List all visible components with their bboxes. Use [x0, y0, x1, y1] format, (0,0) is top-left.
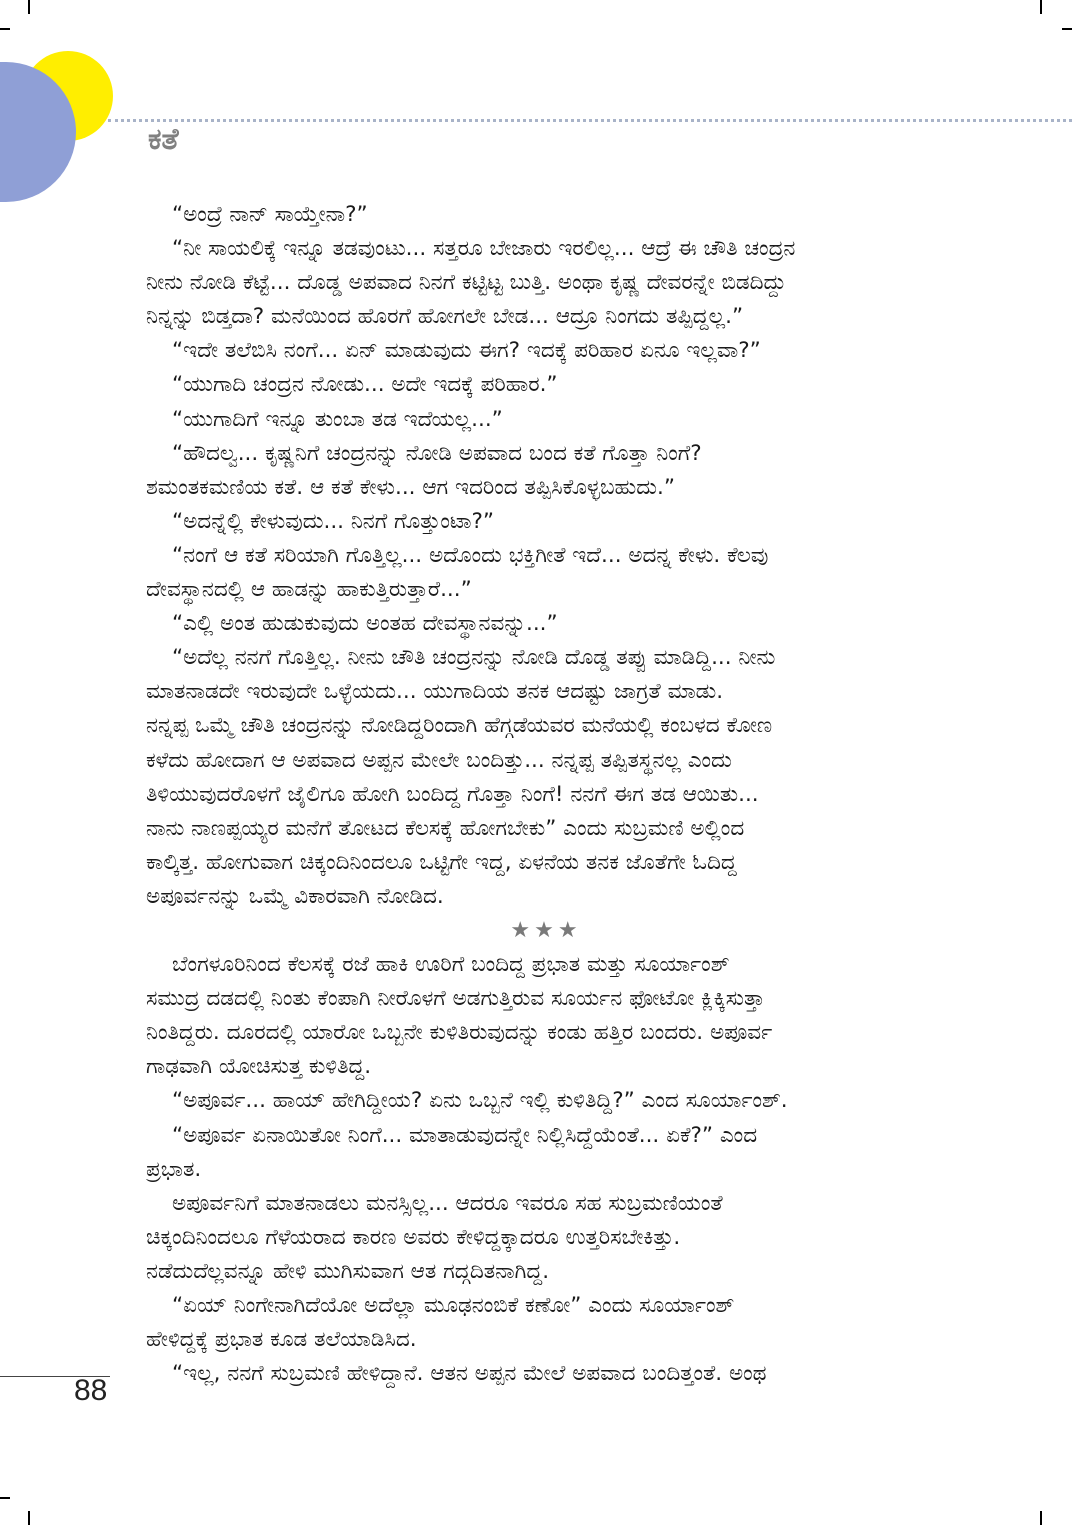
text-line: ನಿಂತಿದ್ದರು. ದೂರದಲ್ಲಿ ಯಾರೋ ಒಬ್ಬನೇ ಕುಳಿತಿರುವುದನ್ನು ಕಂಡು ಹತ್ತಿರ ಬಂದರು. ಅಪೂರ್ವ — [146, 1020, 773, 1046]
text-line: “ಅಪೂರ್ವ ಏನಾಯಿತೋ ನಿಂಗೆ... ಮಾತಾಡುವುದನ್ನೇ ನಿಲ್ಲಿಸಿದ್ದೆಯೆಂತೆ... ಏಕೆ?” ಎಂದ — [172, 1122, 758, 1148]
corner-decoration — [0, 0, 130, 220]
text-line: ನಡೆದುದೆಲ್ಲವನ್ನೂ ಹೇಳಿ ಮುಗಿಸುವಾಗ ಆತ ಗದ್ಗದಿತನಾಗಿದ್ದ. — [146, 1258, 550, 1284]
text-line: “ಏಯ್ ನಿಂಗೇನಾಗಿದೆಯೋ ಅದೆಲ್ಲಾ ಮೂಢನಂಬಿಕೆ ಕಣೋ” ಎಂದು ಸೂರ್ಯಾಂಶ್ — [172, 1293, 735, 1318]
crop-mark-bottom-right — [1040, 1511, 1042, 1525]
header-dotted-rule — [108, 119, 1072, 122]
story-body — [146, 198, 946, 1391]
text-line: ನನ್ನಪ್ಪ ಒಮ್ಮೆ ಚೌತಿ ಚಂದ್ರನನ್ನು ನೋಡಿದ್ದರಿಂದಾಗಿ ಹೆಗ್ಗಡೆಯವರ ಮನೆಯಲ್ಲಿ ಕಂಬಳದ ಕೋಣ — [146, 713, 773, 739]
text-line: ಕಳೆದು ಹೋದಾಗ ಆ ಅಪವಾದ ಅಪ್ಪನ ಮೇಲೇ ಬಂದಿತ್ತು... ನನ್ನಪ್ಪ ತಪ್ಪಿತಸ್ಥನಲ್ಲ ಎಂದು — [146, 747, 732, 773]
section-divider-stars: ★★★ — [510, 917, 582, 943]
text-line: ನಾನು ನಾಣಪ್ಪಯ್ಯರ ಮನೆಗೆ ತೋಟದ ಕೆಲಸಕ್ಕೆ ಹೋಗಬೇಕು” ಎಂದು ಸುಬ್ರಮಣಿ ಅಲ್ಲಿಂದ — [146, 815, 745, 841]
text-line: “ಇಲ್ಲ, ನನಗೆ ಸುಬ್ರಮಣಿ ಹೇಳಿದ್ದಾನೆ. ಆತನ ಅಪ್ಪನ ಮೇಲೆ ಅಪವಾದ ಬಂದಿತ್ತಂತೆ. ಅಂಥ — [172, 1361, 767, 1387]
text-line: ನಿನ್ನನ್ನು ಬಿಡ್ತದಾ? ಮನೆಯಿಂದ ಹೊರಗೆ ಹೋಗಲೇ ಬೇಡ... ಆದ್ರೂ ನಿಂಗದು ತಪ್ಪಿದ್ದಲ್ಲ.” — [146, 304, 744, 330]
text-line: ಪ್ರಭಾತ. — [146, 1156, 202, 1182]
crop-mark-top-right-h — [1062, 28, 1072, 30]
text-line: “ಅದೆಲ್ಲ ನನಗೆ ಗೊತ್ತಿಲ್ಲ. ನೀನು ಚೌತಿ ಚಂದ್ರನನ್ನು ನೋಡಿ ದೊಡ್ಡ ತಪ್ಪು ಮಾಡಿದ್ದಿ... ನೀನು — [172, 645, 776, 671]
text-line: ಮಾತನಾಡದೇ ಇರುವುದೇ ಒಳ್ಳೆಯದು... ಯುಗಾದಿಯ ತನಕ ಆದಷ್ಟು ಜಾಗ್ರತೆ ಮಾಡು. — [146, 679, 724, 705]
text-line: “ಯುಗಾದಿಗೆ ಇನ್ನೂ ತುಂಬಾ ತಡ ಇದೆಯಲ್ಲ...” — [172, 406, 503, 432]
text-line: ಗಾಢವಾಗಿ ಯೋಚಿಸುತ್ತ ಕುಳಿತಿದ್ದ. — [146, 1054, 372, 1080]
text-line: “ನೀ ಸಾಯಲಿಕ್ಕೆ ಇನ್ನೂ ತಡವುಂಟು... ಸತ್ತರೂ ಬೇಜಾರು ಇರಲಿಲ್ಲ... ಆದ್ರೆ ಈ ಚೌತಿ ಚಂದ್ರನ — [172, 236, 796, 262]
text-line: ಶಮಂತಕಮಣಿಯ ಕತೆ. ಆ ಕತೆ ಕೇಳು... ಆಗ ಇದರಿಂದ ತಪ್ಪಿಸಿಕೊಳ್ಳಬಹುದು.” — [146, 474, 675, 500]
crop-mark-bottom-left-h — [0, 1497, 10, 1499]
page-number: 88 — [74, 1374, 108, 1407]
text-line: “ಹೌದಲ್ವ... ಕೃಷ್ಣನಿಗೆ ಚಂದ್ರನನ್ನು ನೋಡಿ ಅಪವಾದ ಬಂದ ಕತೆ ಗೊತ್ತಾ ನಿಂಗೆ? — [172, 440, 702, 466]
text-line: “ಅಪೂರ್ವ... ಹಾಯ್ ಹೇಗಿದ್ದೀಯ? ಏನು ಒಬ್ಬನೆ ಇಲ್ಲಿ ಕುಳಿತಿದ್ದಿ?” ಎಂದ ಸೂರ್ಯಾಂಶ್. — [172, 1088, 788, 1114]
text-line: ಹೇಳಿದ್ದಕ್ಕೆ ಪ್ರಭಾತ ಕೂಡ ತಲೆಯಾಡಿಸಿದ. — [146, 1327, 417, 1353]
text-line: “ಯುಗಾದಿ ಚಂದ್ರನ ನೋಡು... ಅದೇ ಇದಕ್ಕೆ ಪರಿಹಾರ.” — [172, 372, 558, 398]
section-title: ಕತೆ — [148, 122, 179, 157]
text-line: ಸಮುದ್ರ ದಡದಲ್ಲಿ ನಿಂತು ಕೆಂಪಾಗಿ ನೀರೊಳಗೆ ಅಡಗುತ್ತಿರುವ ಸೂರ್ಯನ ಫೋಟೋ ಕ್ಲಿಕ್ಕಿಸುತ್ತಾ — [146, 986, 765, 1012]
text-line: ಬೆಂಗಳೂರಿನಿಂದ ಕೆಲಸಕ್ಕೆ ರಜೆ ಹಾಕಿ ಊರಿಗೆ ಬಂದಿದ್ದ ಪ್ರಭಾತ ಮತ್ತು ಸೂರ್ಯಾಂಶ್ — [172, 952, 730, 978]
text-line: “ಅಂದ್ರೆ ನಾನ್ ಸಾಯ್ತೇನಾ?” — [172, 202, 368, 227]
text-line: ಚಿಕ್ಕಂದಿನಿಂದಲೂ ಗೆಳೆಯರಾದ ಕಾರಣ ಅವರು ಕೇಳಿದ್ದಕ್ಕಾದರೂ ಉತ್ತರಿಸಬೇಕಿತ್ತು. — [146, 1224, 681, 1250]
text-line: ಅಪೂರ್ವನನ್ನು ಒಮ್ಮೆ ವಿಕಾರವಾಗಿ ನೋಡಿದ. — [146, 883, 444, 909]
text-line: “ಇದೇ ತಲೆಬಿಸಿ ನಂಗೆ... ಏನ್ ಮಾಡುವುದು ಈಗ? ಇದಕ್ಕೆ ಪರಿಹಾರ ಏನೂ ಇಲ್ಲವಾ?” — [172, 338, 761, 364]
crop-mark-top-right — [1040, 0, 1042, 14]
text-line: ಅಪೂರ್ವನಿಗೆ ಮಾತನಾಡಲು ಮನಸ್ಸಿಲ್ಲ... ಆದರೂ ಇವರೂ ಸಹ ಸುಬ್ರಮಣಿಯಂತೆ — [172, 1190, 723, 1216]
text-line: “ಅದನ್ನೆಲ್ಲಿ ಕೇಳುವುದು... ನಿನಗೆ ಗೊತ್ತುಂಟಾ?” — [172, 508, 495, 534]
text-line: ತಿಳಿಯುವುದರೊಳಗೆ ಜೈಲಿಗೂ ಹೋಗಿ ಬಂದಿದ್ದ ಗೊತ್ತಾ ನಿಂಗೆ! ನನಗೆ ಈಗ ತಡ ಆಯಿತು... — [146, 781, 759, 807]
text-line: “ಎಲ್ಲಿ ಅಂತ ಹುಡುಕುವುದು ಅಂತಹ ದೇವಸ್ಥಾನವನ್ನು...” — [172, 611, 558, 637]
crop-mark-bottom-left — [28, 1511, 30, 1525]
text-line: ದೇವಸ್ಥಾನದಲ್ಲಿ ಆ ಹಾಡನ್ನು ಹಾಕುತ್ತಿರುತ್ತಾರೆ...” — [146, 577, 472, 603]
text-line: ಕಾಲ್ಕಿತ್ತ. ಹೋಗುವಾಗ ಚಿಕ್ಕಂದಿನಿಂದಲೂ ಒಟ್ಟಿಗೇ ಇದ್ದ, ಏಳನೆಯ ತನಕ ಜೊತೆಗೇ ಓದಿದ್ದ — [146, 849, 737, 875]
text-line: “ನಂಗೆ ಆ ಕತೆ ಸರಿಯಾಗಿ ಗೊತ್ತಿಲ್ಲ... ಅದೊಂದು ಭಕ್ತಿಗೀತೆ ಇದೆ... ಅದನ್ನ ಕೇಳು. ಕೆಲವು — [172, 542, 769, 568]
text-line: ನೀನು ನೋಡಿ ಕೆಟ್ಟೆ... ದೊಡ್ಡ ಅಪವಾದ ನಿನಗೆ ಕಟ್ಟಿಟ್ಟ ಬುತ್ತಿ. ಅಂಥಾ ಕೃಷ್ಣ ದೇವರನ್ನೇ ಬಿಡದಿದ್ದು — [146, 270, 787, 296]
